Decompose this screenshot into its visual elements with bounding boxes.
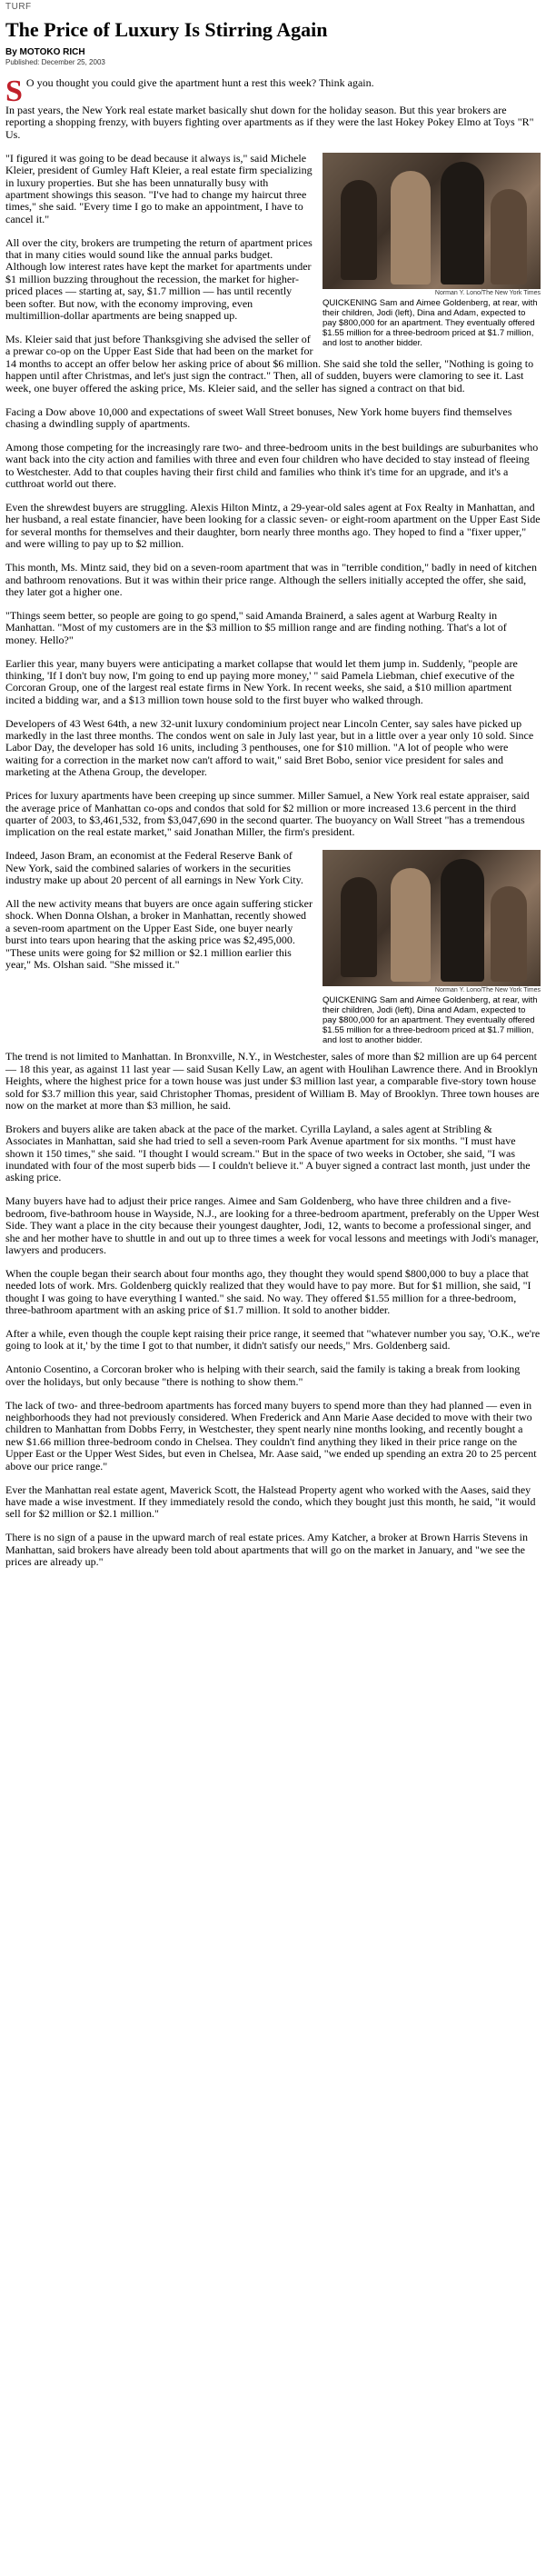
photo-credit: Norman Y. Lono/The New York Times — [434, 987, 541, 994]
photo-caption: QUICKENING Sam and Aimee Goldenberg, at rear, with their children, Jodi (left), Dina and Adam, expected to pay $800,000 for an apartment. They eventually offered $1.55 million for a three-bedroom priced at $1.7 million, and lost to another bidder. — [323, 995, 538, 1046]
section-label: TURF — [5, 2, 32, 12]
article-paragraph: Brokers and buyers alike are taken aback at the pace of the market. Cyrilla Layland, a sales agent at Stribling & Associates in Manhattan, said she had tried to sell a seven-room Park Avenue apartment for six months. "I must have shown it 150 times," she said. "I thought I would scream." But in the space of two weeks in October, she said, "I was inundated with four of the most superb bids — I couldn't believe it." A buyer signed a contract last month, just under the asking price. — [5, 1122, 531, 1184]
lead-text: O you thought you could give the apartment hunt a rest this week? Think again. — [25, 76, 374, 89]
article-paragraph: Among those competing for the increasingly rare two- and three-bedroom units in the best buildings are suburbanites who want back into the city action and families with three and even four children who have decided to stay instead of fleeing to Westchester. Add to that couples having their first child and families who think it's time for an upgrade, and it's a cutthroat world out there. — [5, 440, 539, 491]
article-paragraph: Indeed, Jason Bram, an economist at the Federal Reserve Bank of New York, said the combined salaries of workers in the securities industry make up about 20 percent of all earnings in New York City. — [5, 849, 303, 887]
photo-credit: Norman Y. Lono/The New York Times — [434, 289, 541, 296]
published-date: Published: December 25, 2003 — [5, 58, 105, 66]
drop-cap: S — [5, 75, 23, 108]
article-paragraph: "Things seem better, so people are going to go spend," said Amanda Brainerd, a sales agent at Warburg Realty in Manhattan. "Most of my customers are in the $3 million to $5 million range and are finding nothing. That's a lot of money. Hello?" — [5, 608, 507, 646]
article-paragraph: All over the city, brokers are trumpeting the return of apartment prices that in many cities would sound like the annual parks budget. Although low interest rates have kept the market for apartments under $1 million buzzing throughout the recession, the market for higher-priced places — starting at, say, $1.7 million — has until recently been softer. But now, with the economy improving, even multimillion-dollar apartments are being snapped up. — [5, 235, 313, 323]
article-paragraph: Prices for luxury apartments have been creeping up since summer. Miller Samuel, a New York real estate appraiser, said the average price of Manhattan co-ops and condos that sold for $2 million or more increased 13.6 percent in the third quarter of 2003, to $3,461,532, from $3,047,690 in the second quarter. The buoyancy on Wall Street "has a tremendous implication on the real estate market," said Jonathan Miller, the firm's president. — [5, 789, 530, 839]
byline: By MOTOKO RICH — [5, 47, 85, 57]
article-paragraph: All the new activity means that buyers are once again suffering sticker shock. When Donna Olshan, a broker in Manhattan, recently showed a seven-room apartment on the Upper East Side, one buyer nearly burst into tears upon hearing that the asking price was $2,495,000. "These units were going for $2 million or $2.1 million earlier this year," Ms. Olshan said. "She missed it." — [5, 897, 313, 972]
article-paragraph: Even the shrewdest buyers are struggling. Alexis Hilton Mintz, a 29-year-old sales agent at Fox Realty in Manhattan, and her husband, a real estate financier, have been looking for a classic seven- or eight-room apartment on the Upper East Side for several months for themselves and their daughter, born nearly three months ago. They hoped to find a "fixer upper," and were willing to pay up to $2 million. — [5, 500, 541, 551]
article-paragraph: Developers of 43 West 64th, a new 32-unit luxury condominium project near Lincoln Center, say sales have picked up markedly in the last three months. The condos went on sale in July last year, but in a little over a year only 10 sold. Since Labor Day, the developer has sold 16 units, including 3 penthouses, one for $10 million. "A lot of people who were waiting for a correction in the market now can't afford to wait," said Bret Bobo, senior vice president for sales and marketing at the Athena Group, the developer. — [5, 716, 534, 779]
article-paragraph: This month, Ms. Mintz said, they bid on a seven-room apartment that was in "terrible condition," badly in need of kitchen and bathroom renovations. But it was within their price range. Although the sellers initially accepted the offer, she said, they later got a higher one. — [5, 561, 538, 598]
article-paragraph: Earlier this year, many buyers were anticipating a market collapse that would let them jump in. Suddenly, "people are thinking, 'If I don't buy now, I'm going to end up paying more money,' " said Pamela Liebman, chief executive of the Corcoran Group, one of the largest real estate firms in New York. In recent weeks, she said, a $10 million apartment incited a bidding war, and a $13 million town house sold to the first buyer who walked through. — [5, 656, 518, 706]
article-paragraph: Ms. Kleier said that just before Thanksgiving she advised the seller of a prewar co-op on the Upper East Side that had been on the market for 14 months to accept an offer below her asking price of about $6 million. She said she told the seller, "Nothing is going to happen until after Christmas, and let's just sign the contract." Then, all of sudden, buyers were clamoring to see it. Last week, one buyer offered the asking price, Ms. Kleier said, and the seller has signed a contract on that bid. — [5, 333, 534, 394]
photo-figure — [323, 850, 541, 1045]
article-paragraph: After a while, even though the couple kept raising their price range, it seemed that "whatever number you say, 'O.K., we're going to look at it,' by the time I got to that number, it didn't satisfy our needs," Mrs. Goldenberg said. — [5, 1327, 541, 1353]
article-paragraph: "I figured it was going to be dead because it always is," said Michele Kleier, president of Gumley Haft Kleier, a real estate firm specializing in luxury properties. But she has been unnaturally busy with apartment showings this season. "I've had to change my haircut three times," she said. "Every time I go to make an appointment, I have to cancel it." — [5, 151, 313, 225]
family-photo — [323, 153, 541, 289]
photo-caption: QUICKENING Sam and Aimee Goldenberg, at rear, with their children, Jodi (left), Dina and Adam, expected to pay $800,000 for an apartment. They eventually offered $1.55 million for a three-bedroom priced at $1.7 million, and lost to another bidder. — [323, 297, 538, 348]
article-paragraph: The trend is not limited to Manhattan. In Bronxville, N.Y., in Westchester, sales of more than $2 million are up 64 percent — 18 this year, as against 11 last year — said Susan Kelly Law, an agent with Houlihan Lawrence there. And in Brooklyn Heights, where the highest price for a town house was just under $3 million last year, a comparable five-story town house sold for $3.7 million this year, said Christopher Thomas, president of William B. May of Brooklyn. Three town houses are now on the market at more than $3 million, he said. — [5, 1050, 540, 1112]
headline: The Price of Luxury Is Stirring Again — [5, 18, 328, 41]
article-paragraph: Many buyers have had to adjust their price ranges. Aimee and Sam Goldenberg, who have three children and a five-bedroom, five-bathroom house in Wayside, N.J., are looking for a three-bedroom apartment, preferably on the Upper West Side. They want a place in the city because their youngest daughter, Jodi, 12, wants to become a professional singer, and she and her mother have to shuttle in and out up to three times a week for vocal lessons and meetings with Jodi's manager, lawyers and producers. — [5, 1194, 540, 1256]
family-photo — [323, 850, 541, 986]
article-paragraph: There is no sign of a pause in the upward march of real estate prices. Amy Katcher, a broker at Brown Harris Stevens in Manhattan, said brokers have already been told about apartments that will go on the market in January, and "we see the prices are already up." — [5, 1531, 528, 1569]
article-paragraph: In past years, the New York real estate market basically shut down for the holiday season. But this year brokers are reporting a shopping frenzy, with buyers fighting over apartments as if they were the last Hokey Pokey Elmo at Toys "R" Us. — [5, 104, 534, 141]
article-paragraph: When the couple began their search about four months ago, they thought they would spend $800,000 to buy a place that needed lots of work. Mrs. Goldenberg quickly realized that they would have to pay more. But for $1 million, she said, "I thought I was going to have everything I wanted." she said. No way. They offered $1.55 million for a three-bedroom, three-bathroom apartment with an asking price of $1.7 million. It sold to another bidder. — [5, 1266, 531, 1317]
lead-paragraph — [5, 75, 541, 108]
photo-figure — [323, 153, 541, 348]
article-paragraph: The lack of two- and three-bedroom apartments has forced many buyers to spend more than they had planned — even in neighborhoods they had not previously considered. When Frederick and Ann Marie Aase decided to move with their two children to Manhattan from Dobbs Ferry, in Westchester, they spent nearly nine months looking, and recently bought a new $1.66 million three-bedroom condo in Chelsea. They couldn't find anything they liked in their price range on the Upper East or the Upper West Sides, but even in Chelsea, Mr. Aase said, "we ended up spending an extra 20 to 25 percent above our price range." — [5, 1398, 537, 1473]
article-paragraph: Antonio Cosentino, a Corcoran broker who is helping with their search, said the family is taking a break from looking over the holidays, but only because "there is nothing to show them." — [5, 1363, 521, 1388]
article-paragraph: Facing a Dow above 10,000 and expectations of sweet Wall Street bonuses, New York home buyers find themselves chasing a dwindling supply of apartments. — [5, 404, 512, 430]
article-paragraph: Ever the Manhattan real estate agent, Maverick Scott, the Halstead Property agent who worked with the Aases, said they have made a wise investment. If they immediately resold the condo, which they bought just this month, he said, "it would sell for $2 million or $2.1 million." — [5, 1483, 536, 1521]
